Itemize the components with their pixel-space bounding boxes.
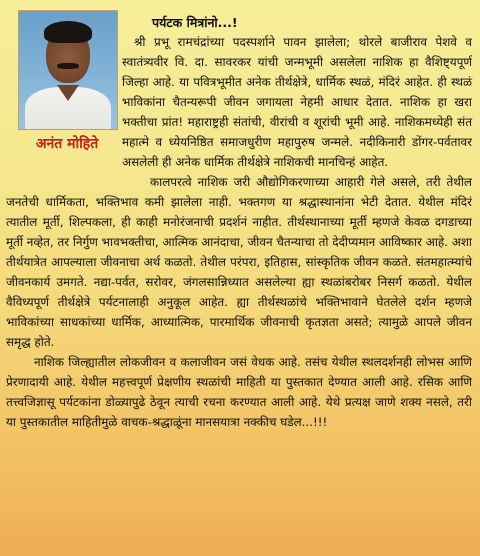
paragraph-2: कालपरत्वे नाशिक जरी औद्योगिकरणाच्या आहारी गेले असले, तरी तेथील जनतेची धार्मिकता, भक्तिभाव कमी झालेला नाही. भक्तगण या श्रद्धास्थानांना भेटी देतात. येथील मंदिरं त्यातील मूर्ती, शिल्पकला, ही काही मनोरंजनाची प्रदर्शनं नाहीत. तीर्थस्थानाच्या मूर्ती म्हणजे केवळ दगडाच्या मूर्ती नव्हेत, तर निर्गुण भावभक्तीचा, आत्मिक आनंदाचा, जीवन चैतन्याचा तो देदीप्यमान आविष्कार आहे. अशा तीर्थयात्रेत आपल्याला जीवनाचा अर्थ कळतो. तेथील परंपरा, इतिहास, सांस्कृतिक जीवन कळते. संतमहात्म्यांचे जीवनकार्य उमगते. नद्या-पर्वत, सरोवर, जंगलसान्निध्यात असलेल्या ह्या स्थळांबरोबर निसर्ग कळतो. येथील वैविध्यपूर्ण तीर्थक्षेत्रे पर्यटनालाही अनुकूल आहेत. ह्या तीर्थस्थळांचे भक्तिभावाने घेतलेले दर्शन म्हणजे भाविकांच्या साधकांच्या धार्मिक, आध्यात्मिक, पारमार्थिक जीवनाची कृतज्ञता असते; त्यामुळे आपले जीवन समृद्ध होते. [6,175,472,349]
greeting-heading: पर्यटक मित्रांनो...! [152,15,238,30]
paragraph-3: नाशिक जिल्ह्यातील लोकजीवन व कलाजीवन जसं वेधक आहे. तसंच येथील स्थलदर्शनही लोभस आणि प्रेरणादायी आहे. येथील महत्त्वपूर्ण प्रेक्षणीय स्थळांची माहिती या पुस्तकात देण्यात आली आहे. रसिक आणि तत्त्वजिज्ञासू पर्यटकांना डोळ्यापुढे ठेवून त्याची रचना करण्यात आली आहे. येथे प्रत्यक्ष जाणे शक्य नसले, तरी या पुस्तकातील माहितीमुळे वाचक-श्रद्धाळूंना मानसयात्रा नक्कीच घडेल...!!! [6,355,472,429]
body-text [6,32,472,432]
author-name-caption: अनंत मोहिते [35,136,99,152]
paragraph-1: श्री प्रभू रामचंद्रांच्या पदस्पर्शाने पावन झालेला; थोरले बाजीराव पेशवे व स्वातंत्र्यवीर वि. दा. सावरकर यांची जन्मभूमी असलेला नाशिक हा वैशिष्ट्यपूर्ण जिल्हा आहे. या पवित्रभूमीत अनेक तीर्थक्षेत्रे, धार्मिक स्थळं, मंदिरं आहेत. ही स्थळं भाविकांना चैतन्यरूपी जीवन जगायला नेहमी आधार देतात. नाशिक हा खरा भक्तीचा प्रांत! महाराष्ट्रही संतांची, वीरांची व शूरांची भूमी आहे. नाशिकमध्येही संत महात्मे व ध्येयनिष्ठित समाजधुरीण महापुरुष जन्मले. नदीकिनारी डोंगर-पर्वतावर असलेली ही अनेक धार्मिक तीर्थक्षेत्रे नाशिकची मानचिन्हं आहेत. [122,35,472,169]
